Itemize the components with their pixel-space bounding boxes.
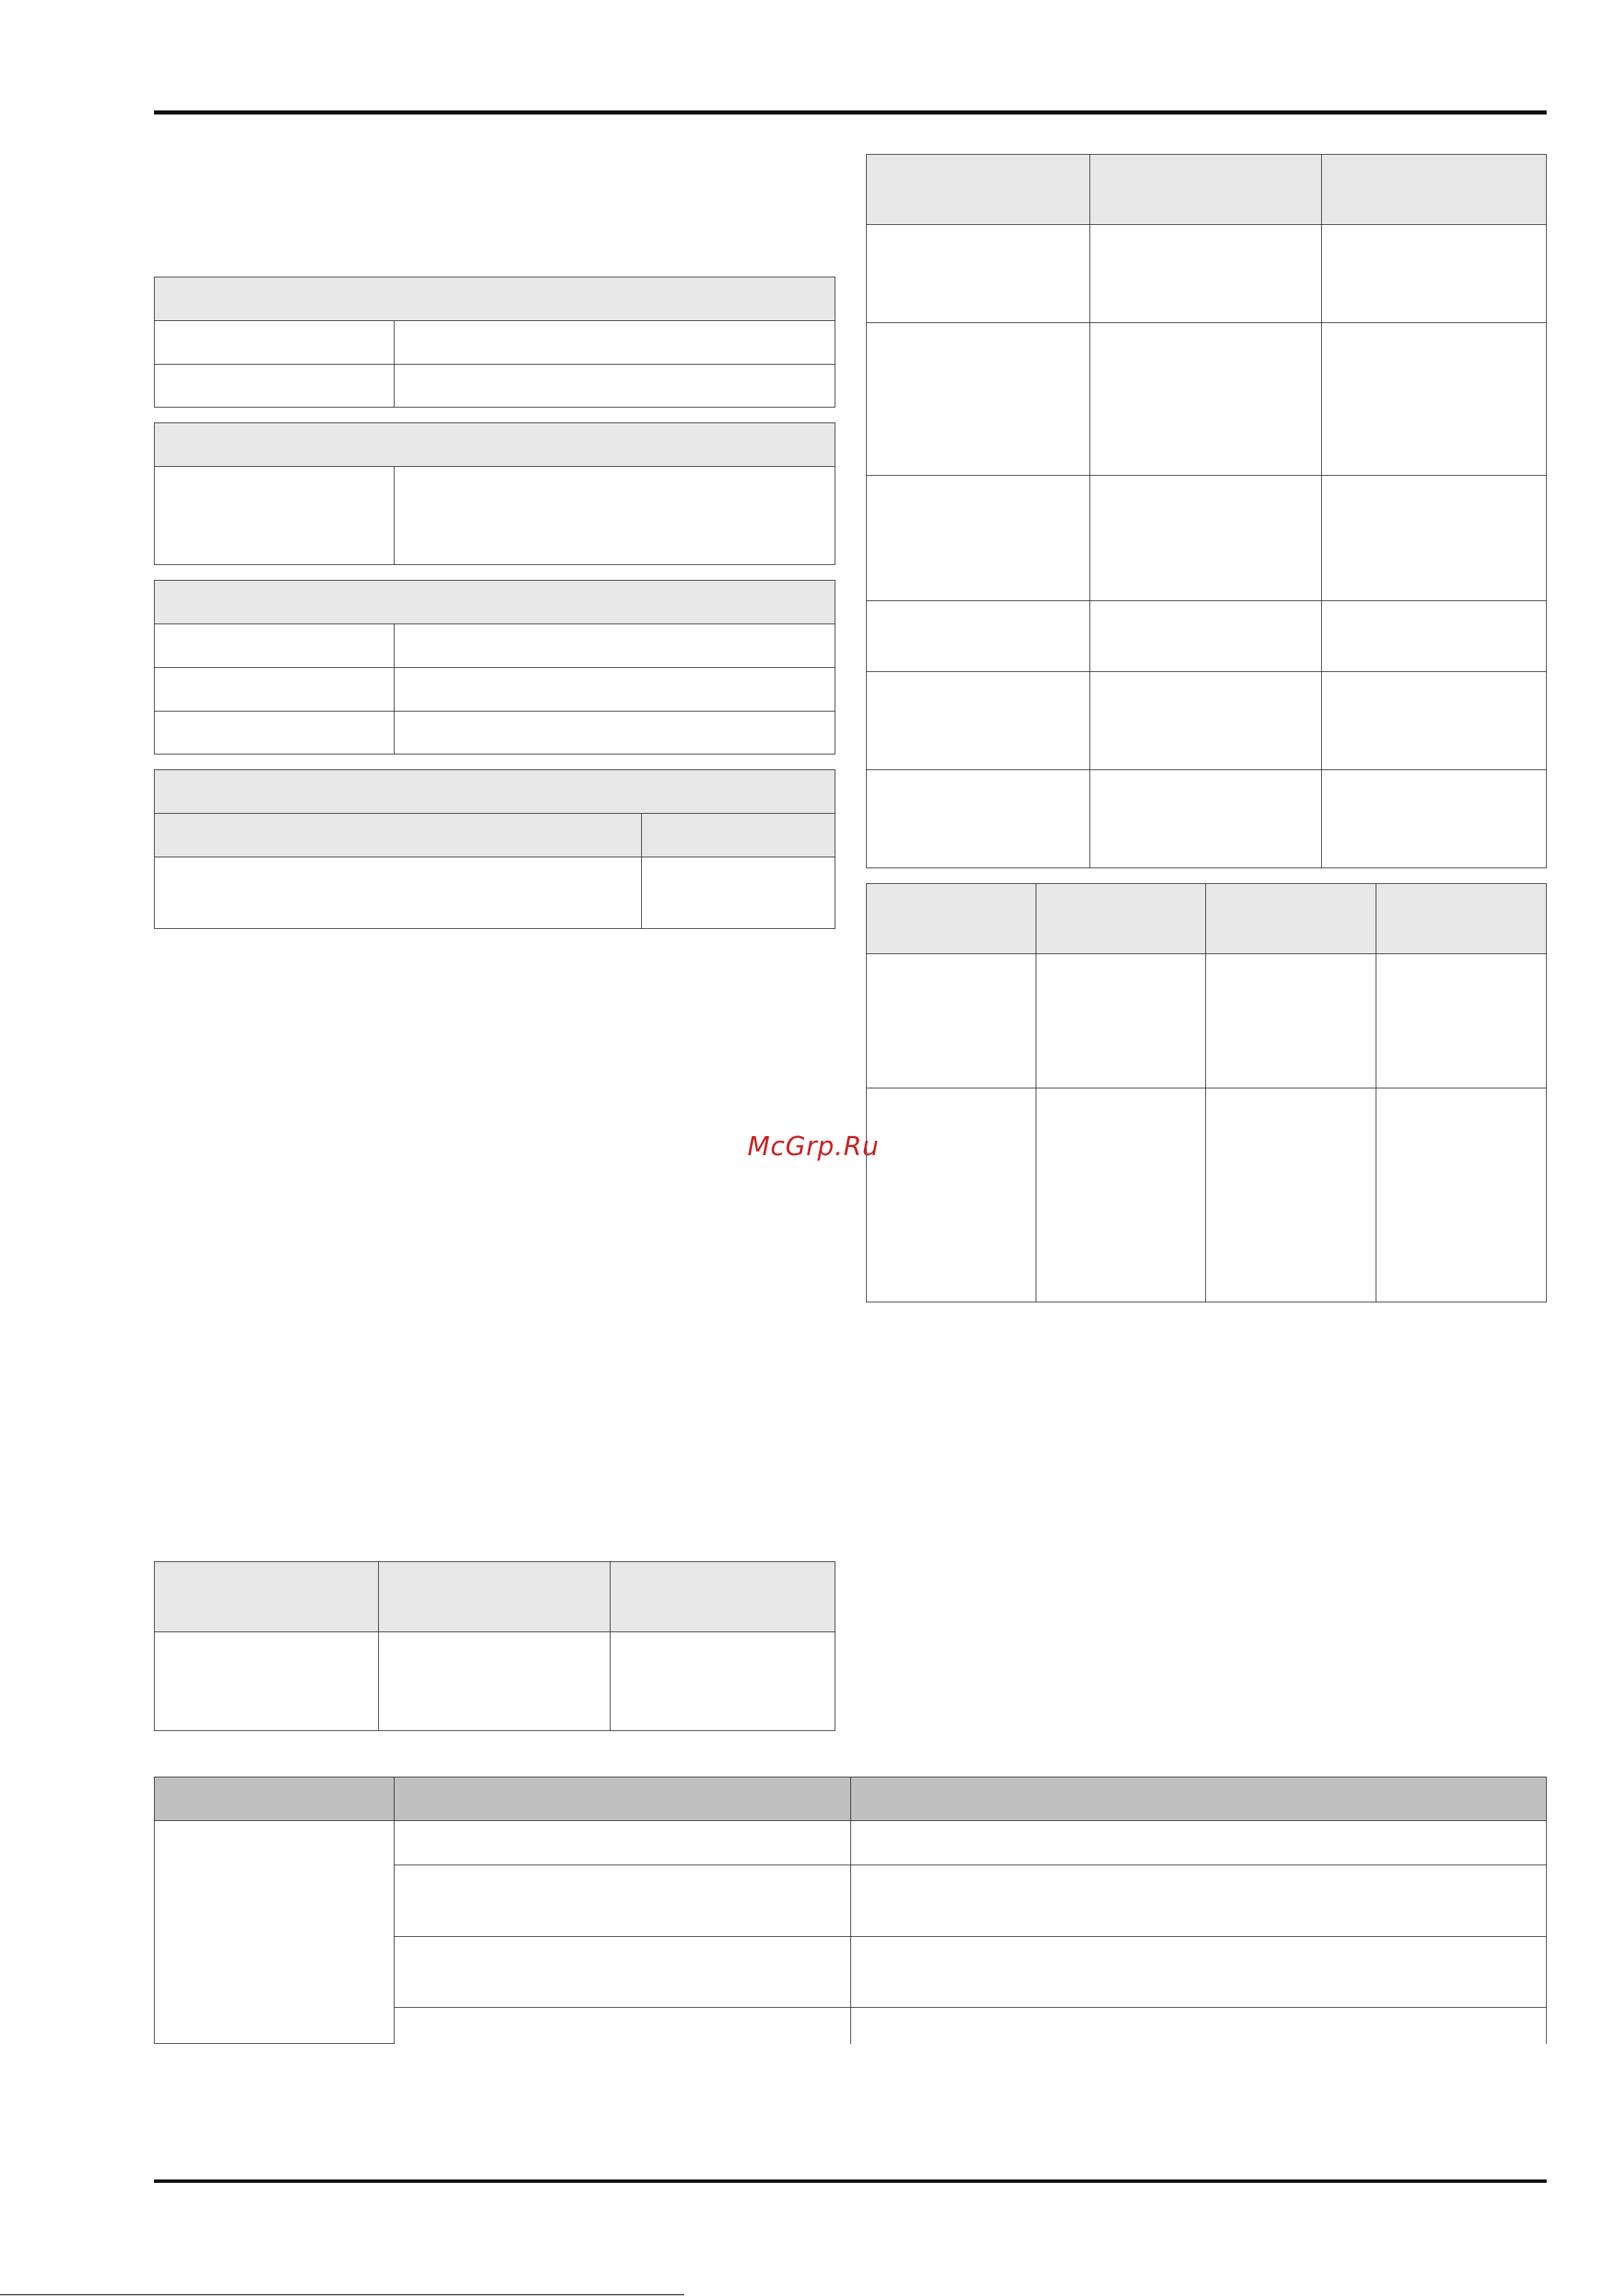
table-e-row-line	[866, 475, 1547, 476]
table-a-frame	[154, 277, 835, 408]
table-a-row-line	[154, 364, 835, 365]
table-c-col-line	[394, 624, 395, 754]
table-e-row-line	[866, 671, 1547, 672]
table-h-right-line	[1546, 1777, 1547, 2044]
table-e-row-line	[866, 322, 1547, 323]
table-a-col-line	[394, 320, 395, 408]
table-e-col-line	[1089, 154, 1090, 868]
table-g-frame	[154, 1561, 835, 1731]
table-h-col-line	[394, 1777, 395, 2044]
table-e-row-line	[866, 769, 1547, 770]
table-d-row-line	[154, 813, 835, 814]
table-h-first-col-bottom	[154, 2043, 394, 2044]
table-a-row-line	[154, 320, 835, 321]
table-b-col-line	[394, 466, 395, 565]
table-d-frame	[154, 769, 835, 929]
table-e-col-line	[1321, 154, 1322, 868]
table-f-frame	[866, 883, 1547, 1302]
bottom-rule	[154, 2179, 1547, 2183]
table-e-row-line	[866, 600, 1547, 601]
watermark-text: McGrp.Ru	[747, 1131, 880, 1161]
table-f-row-line	[866, 953, 1547, 954]
table-b-frame	[154, 423, 835, 565]
table-c-row-line	[154, 667, 835, 668]
footer-line-left	[0, 2294, 684, 2295]
table-e-frame	[866, 154, 1547, 868]
table-d-col-line	[641, 813, 642, 929]
top-rule	[154, 110, 1547, 114]
table-h-row-line	[394, 1936, 1547, 1937]
table-b-row-line	[154, 466, 835, 467]
table-h-row-line	[394, 2007, 1547, 2008]
table-h-col-line	[850, 1777, 851, 2044]
table-h-left-line	[154, 1777, 155, 2044]
table-e-row-line	[866, 224, 1547, 225]
table-g-col-line	[378, 1561, 379, 1731]
table-f-col-line	[1205, 883, 1206, 1302]
